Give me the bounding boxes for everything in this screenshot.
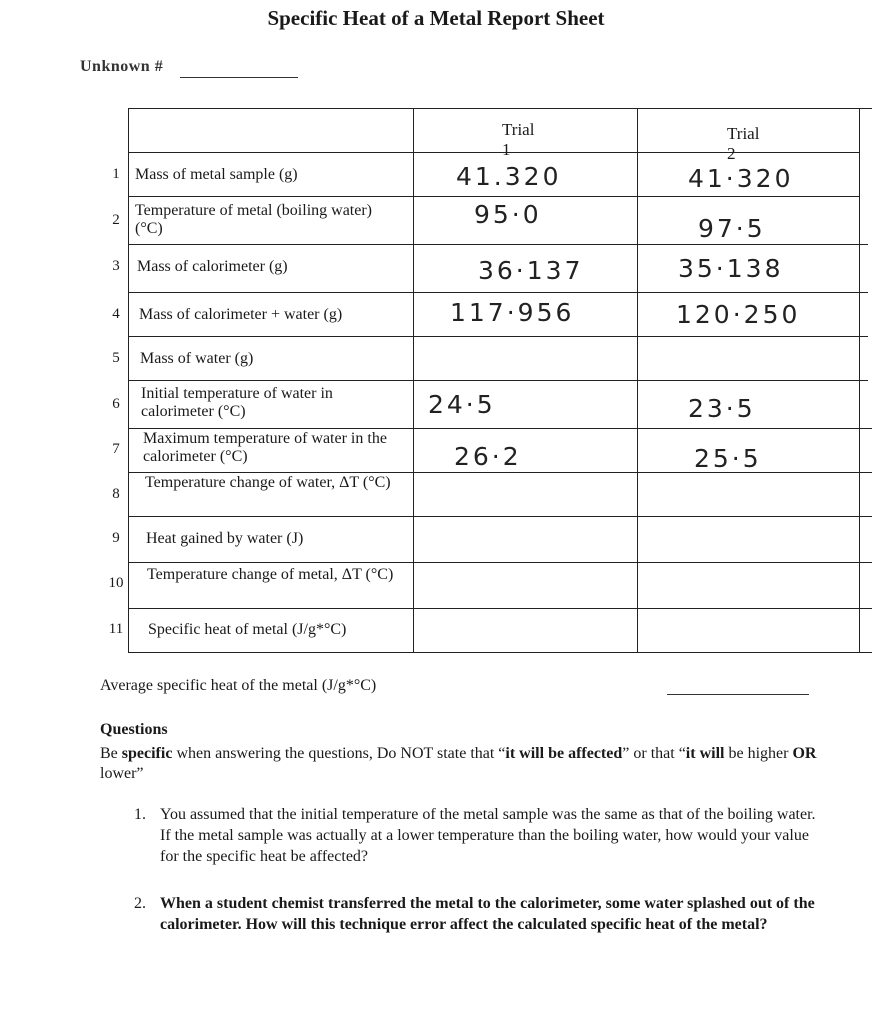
questions-intro: Be specific when answering the questions, Do NOT state that “it will be affected” or that “it will be higher OR lower”: [100, 745, 817, 782]
header-trial-2: Trial 2: [727, 124, 760, 163]
question-number: 2.: [134, 895, 146, 912]
question-text: When a student chemist transferred the metal to the calorimeter, some water splashed out of the calorimeter. How will this technique error affect the calculated specific heat of the metal?: [160, 895, 815, 933]
row-number: 7: [112, 441, 120, 457]
row-number: 8: [112, 486, 120, 502]
trial1-value[interactable]: 26·2: [454, 442, 522, 471]
trial2-value[interactable]: 120·250: [676, 300, 801, 329]
row-label: Mass of calorimeter + water (g): [139, 306, 343, 323]
row-number: 5: [112, 350, 120, 366]
row-number: 3: [112, 258, 120, 274]
row-label: Mass of calorimeter (g): [137, 258, 288, 275]
row-label: Temperature of metal (boiling water) (°C): [135, 202, 372, 237]
question-text: You assumed that the initial temperature of the metal sample was the same as that of the boiling water. If the metal sample was actually at a lower temperature than the boiling water, how would your value for the specific heat be affected?: [160, 806, 816, 865]
row-number: 10: [108, 575, 124, 591]
trial2-value[interactable]: 41·320: [688, 164, 794, 193]
trial1-value[interactable]: 41.320: [456, 162, 562, 191]
row-number: 6: [112, 396, 120, 412]
row-number: 4: [112, 306, 120, 322]
trial1-value[interactable]: 117·956: [450, 298, 575, 327]
trial2-value[interactable]: 25·5: [694, 444, 762, 473]
row-number: 1: [112, 166, 120, 182]
trial2-value[interactable]: 23·5: [688, 394, 756, 423]
row-number: 11: [108, 621, 124, 637]
trial1-value[interactable]: 36·137: [478, 256, 584, 285]
unknown-blank-line[interactable]: [180, 77, 298, 78]
row-number: 2: [112, 212, 120, 228]
row-label: Mass of metal sample (g): [135, 166, 298, 183]
row-label: Maximum temperature of water in the calorimeter (°C): [143, 430, 387, 465]
row-label: Specific heat of metal (J/g*°C): [148, 621, 347, 638]
trial2-value[interactable]: 97·5: [698, 214, 766, 243]
trial2-value[interactable]: 35·138: [678, 254, 784, 283]
row-label: Initial temperature of water in calorimeter (°C): [141, 385, 333, 420]
header-trial-1: Trial 1: [502, 120, 535, 159]
row-label: Heat gained by water (J): [146, 530, 304, 547]
row-number: 9: [112, 530, 120, 546]
row-label: Temperature change of metal, ΔT (°C): [147, 566, 394, 583]
unknown-label: Unknown #: [80, 58, 164, 75]
row-label: Temperature change of water, ΔT (°C): [145, 474, 391, 491]
average-label: Average specific heat of the metal (J/g*°C): [100, 677, 377, 694]
question-2: [134, 893, 844, 949]
trial1-value[interactable]: 95·0: [474, 200, 542, 229]
questions-title: Questions: [100, 721, 168, 738]
trial1-value[interactable]: 24·5: [428, 390, 496, 419]
page-title: Specific Heat of a Metal Report Sheet: [267, 6, 605, 30]
average-blank-line[interactable]: [667, 694, 809, 695]
question-number: 1.: [134, 806, 146, 823]
row-label: Mass of water (g): [140, 350, 254, 367]
